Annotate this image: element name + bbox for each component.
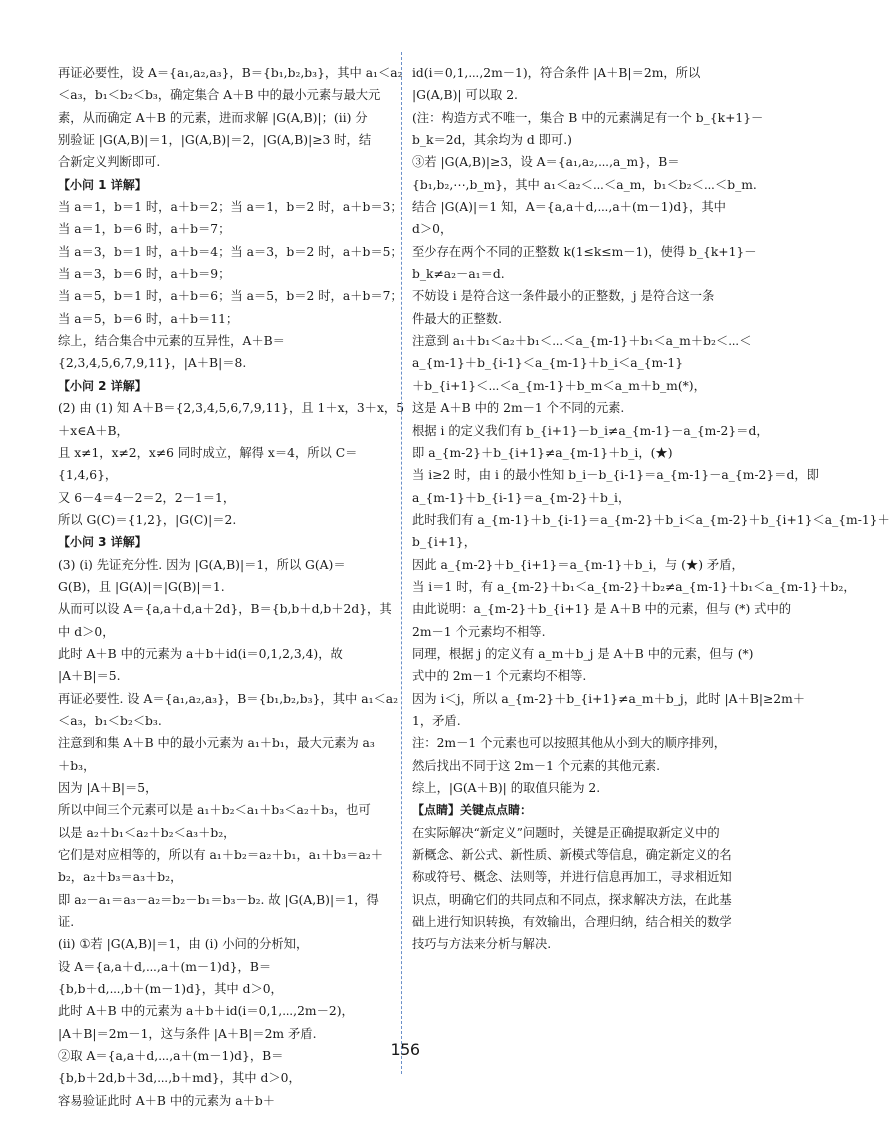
text-line: 当 i＝1 时，有 a_{m-2}＋b₁＜a_{m-2}＋b₂≠a_{m-1}＋b₁＜a_{m-1}＋b₂， <box>412 579 856 594</box>
text-line: {b,b＋d,⋯,b＋(m－1)d}，其中 d＞0， <box>58 982 283 997</box>
text-line: (3) (ⅰ) 先证充分性. 因为 |G(A,B)|＝1，所以 G(A)＝ <box>58 557 346 572</box>
text-line: 当 a＝1，b＝1 时，a＋b＝2；当 a＝1，b＝2 时，a＋b＝3； <box>58 200 403 215</box>
text-line: 称或符号、概念、法则等，并进行信息再加工，寻求相近知 <box>412 870 732 885</box>
text-line: {1,4,6}， <box>58 468 118 483</box>
text-line: ＋b₃， <box>58 758 96 773</box>
text-line: ＋x∈A＋B， <box>58 423 129 438</box>
text-line: 别验证 |G(A,B)|＝1，|G(A,B)|＝2，|G(A,B)|≥3 时，结 <box>58 133 372 148</box>
text-line: |A＋B|＝5. <box>58 669 121 684</box>
text-line: a_{m-1}＋b_{i-1}＝a_{m-2}＋b_i， <box>412 490 631 505</box>
text-line: ②取 A＝{a,a＋d,⋯,a＋(m－1)d}，B＝ <box>58 1049 284 1064</box>
text-line: 又 6－4＝4－2＝2，2－1＝1， <box>58 490 236 505</box>
text-line: 2m－1 个元素均不相等. <box>412 624 546 639</box>
column-divider <box>401 52 402 1074</box>
text-line: 此时 A＋B 中的元素为 a＋b＋id(i＝0,1,2,3,4)，故 <box>58 646 343 661</box>
text-line: (2) 由 (1) 知 A＋B＝{2,3,4,5,6,7,9,11}，且 1＋x，3＋x，5 <box>58 401 405 416</box>
text-line: 件最大的正整数. <box>412 311 502 326</box>
text-line: 1，矛盾. <box>412 713 461 728</box>
text-line: 素，从而确定 A＋B 的元素，进而求解 |G(A,B)|；(ⅱ) 分 <box>58 110 368 125</box>
text-line: 然后找出不同于这 2m－1 个元素的其他元素. <box>412 758 661 773</box>
text-line: 再证必要性. 设 A＝{a₁,a₂,a₃}，B＝{b₁,b₂,b₃}，其中 a₁＜a₂ <box>58 691 399 706</box>
text-line: d＞0， <box>412 222 453 237</box>
text-line: (ⅱ) ①若 |G(A,B)|＝1，由 (ⅰ) 小问的分析知， <box>58 937 309 952</box>
text-line: 即 a₂－a₁＝a₃－a₂＝b₂－b₁＝b₃－b₂. 故 |G(A,B)|＝1，得 <box>58 892 379 907</box>
text-line: 因此 a_{m-2}＋b_{i+1}＝a_{m-1}＋b_i，与 (★) 矛盾， <box>412 557 744 572</box>
text-line: id(i＝0,1,⋯,2m－1)，符合条件 |A＋B|＝2m，所以 <box>412 66 701 80</box>
text-line: G(B)，且 |G(A)|＝|G(B)|＝1. <box>58 579 225 594</box>
text-line: {b,b＋2d,b＋3d,⋯,b＋md}，其中 d＞0， <box>58 1071 301 1086</box>
text-line: 不妨设 i 是符合这一条件最小的正整数，j 是符合这一条 <box>412 289 715 304</box>
text-line: {b₁,b₂,⋯,b_m}，其中 a₁＜a₂＜⋯＜a_m，b₁＜b₂＜⋯＜b_m. <box>412 177 757 192</box>
text-line: 这是 A＋B 中的 2m－1 个不同的元素. <box>412 401 625 416</box>
text-line: 由此说明：a_{m-2}＋b_{i+1} 是 A＋B 中的元素，但与 (*) 式中的 <box>412 602 792 617</box>
text-line: 当 a＝3，b＝6 时，a＋b＝9； <box>58 267 231 282</box>
text-line: 当 a＝5，b＝1 时，a＋b＝6；当 a＝5，b＝2 时，a＋b＝7； <box>58 289 403 304</box>
section-heading: 【小问 1 详解】 <box>58 177 147 192</box>
text-line: b_k＝2d，其余均为 d 即可.) <box>412 133 572 148</box>
text-line: 证. <box>58 915 75 930</box>
text-line: 合新定义判断即可. <box>58 155 161 170</box>
text-line: 当 a＝3，b＝1 时，a＋b＝4；当 a＝3，b＝2 时，a＋b＝5； <box>58 244 403 259</box>
text-line: 所以 G(C)＝{1,2}，|G(C)|＝2. <box>58 512 237 527</box>
section-heading: 【点睛】关键点点睛： <box>412 803 533 818</box>
section-heading: 【小问 3 详解】 <box>58 535 147 550</box>
text-line: 综上，结合集合中元素的互异性，A＋B＝ <box>58 334 285 349</box>
text-line: ③若 |G(A,B)|≥3，设 A＝{a₁,a₂,⋯,a_m}，B＝ <box>412 155 680 170</box>
text-line: 当 i≥2 时，由 i 的最小性知 b_i－b_{i-1}＝a_{m-1}－a_{m-2}＝d，即 <box>412 468 819 483</box>
text-line: 从而可以设 A＝{a,a＋d,a＋2d}，B＝{b,b＋d,b＋2d}，其 <box>58 602 392 617</box>
text-line: 技巧与方法来分析与解决. <box>412 937 552 952</box>
section-heading: 【小问 2 详解】 <box>58 378 147 393</box>
text-line: 式中的 2m－1 个元素均不相等. <box>412 669 587 684</box>
text-line: 当 a＝1，b＝6 时，a＋b＝7； <box>58 222 231 237</box>
page-number: 156 <box>390 1040 420 1059</box>
text-line: 此时 A＋B 中的元素为 a＋b＋id(i＝0,1,⋯,2m－2)， <box>58 1004 354 1019</box>
text-line: 注：2m－1 个元素也可以按照其他从小到大的顺序排列， <box>412 736 727 751</box>
text-line: ＜a₃，b₁＜b₂＜b₃. <box>58 713 162 728</box>
text-line: 以是 a₂＋b₁＜a₂＋b₂＜a₃＋b₂， <box>58 825 236 840</box>
text-line: 设 A＝{a,a＋d,⋯,a＋(m－1)d}，B＝ <box>58 959 272 974</box>
text-line: 中 d＞0， <box>58 624 115 639</box>
text-line: ＋b_{i+1}＜⋯＜a_{m-1}＋b_m＜a_m＋b_m(*)， <box>412 378 706 393</box>
text-line: 再证必要性，设 A＝{a₁,a₂,a₃}，B＝{b₁,b₂,b₃}，其中 a₁＜a₂ <box>58 66 403 80</box>
text-line: 即 a_{m-2}＋b_{i+1}≠a_{m-1}＋b_i，(★) <box>412 445 673 460</box>
text-line: |A＋B|＝2m－1，这与条件 |A＋B|＝2m 矛盾. <box>58 1026 317 1041</box>
right-column <box>412 62 890 956</box>
text-line: 注意到 a₁＋b₁＜a₂＋b₁＜⋯＜a_{m-1}＋b₁＜a_m＋b₂＜⋯＜ <box>412 334 752 349</box>
text-line: 同理，根据 j 的定义有 a_m＋b_j 是 A＋B 中的元素，但与 (*) <box>412 646 754 661</box>
text-line: 至少存在两个不同的正整数 k(1≤k≤m－1)，使得 b_{k+1}－ <box>412 244 757 259</box>
text-line: 所以中间三个元素可以是 a₁＋b₂＜a₁＋b₃＜a₂＋b₃，也可 <box>58 803 371 818</box>
text-line: |G(A,B)| 可以取 2. <box>412 88 518 103</box>
text-line: 础上进行知识转换，有效输出，合理归纳，结合相关的数学 <box>412 915 732 930</box>
text-line: 容易验证此时 A＋B 中的元素为 a＋b＋ <box>58 1093 276 1108</box>
text-line: ＜a₃，b₁＜b₂＜b₃，确定集合 A＋B 中的最小元素与最大元 <box>58 88 381 103</box>
text-line: 且 x≠1，x≠2，x≠6 同时成立，解得 x＝4，所以 C＝ <box>58 445 358 460</box>
text-line: 结合 |G(A)|＝1 知，A＝{a,a＋d,⋯,a＋(m－1)d}，其中 <box>412 200 726 215</box>
text-line: 在实际解决“新定义”问题时，关键是正确提取新定义中的 <box>412 825 720 840</box>
text-line: 新概念、新公式、新性质、新模式等信息，确定新定义的名 <box>412 848 732 863</box>
text-line: 综上，|G(A＋B)| 的取值只能为 2. <box>412 781 601 795</box>
text-line: 当 a＝5，b＝6 时，a＋b＝11； <box>58 311 239 326</box>
text-line: (注：构造方式不唯一，集合 B 中的元素满足有一个 b_{k+1}－ <box>412 110 764 125</box>
text-line: 注意到和集 A＋B 中的最小元素为 a₁＋b₁，最大元素为 a₃ <box>58 736 375 751</box>
text-line: 识点，明确它们的共同点和不同点，探求解决方法，在此基 <box>412 892 732 907</box>
text-line: {2,3,4,5,6,7,9,11}，|A＋B|＝8. <box>58 356 247 371</box>
text-line: b_{i+1}， <box>412 535 477 550</box>
text-line: 因为 i＜j，所以 a_{m-2}＋b_{i+1}≠a_m＋b_j，此时 |A＋B|≥2m＋ <box>412 691 806 706</box>
text-line: 因为 |A＋B|＝5， <box>58 781 158 795</box>
text-line: 此时我们有 a_{m-1}＋b_{i-1}＝a_{m-2}＋b_i＜a_{m-2}＋b_{i+1}＜a_{m-1}＋ <box>412 512 890 527</box>
text-line: 它们是对应相等的，所以有 a₁＋b₂＝a₂＋b₁，a₁＋b₃＝a₂＋ <box>58 848 383 863</box>
text-line: 根据 i 的定义我们有 b_{i+1}－b_i≠a_{m-1}－a_{m-2}＝d， <box>412 423 769 438</box>
text-line: b₂，a₂＋b₃＝a₃＋b₂， <box>58 870 183 885</box>
text-line: a_{m-1}＋b_{i-1}＜a_{m-1}＋b_i＜a_{m-1} <box>412 356 684 371</box>
text-line: b_k≠a₂－a₁＝d. <box>412 267 505 282</box>
